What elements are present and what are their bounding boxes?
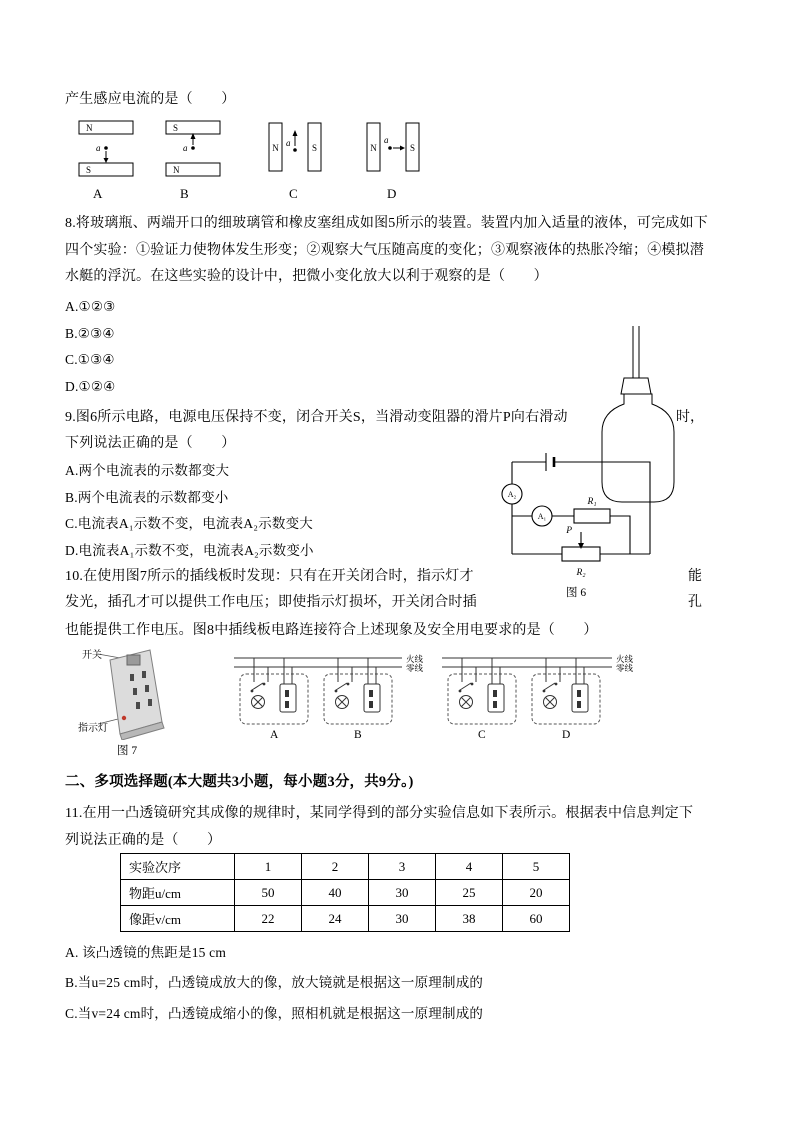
magnet-diagram-a xyxy=(70,115,142,181)
fig8-option-letter-b: B xyxy=(354,729,362,741)
q10-text-line-1: 10.在使用图7所示的插线板时发现：只有在开关闭合时，指示灯才 xyxy=(65,569,474,584)
q10-text-line-2-tail: 孔 xyxy=(688,595,702,610)
q8-option-d: D.①②④ xyxy=(65,379,116,394)
fig8-option-letter-d: D xyxy=(562,729,571,741)
magnet-option-letter-d: D xyxy=(387,186,397,201)
pole-label: N xyxy=(370,143,377,153)
table-cell: 物距u/cm xyxy=(121,880,235,906)
magnet-option-letter-b: B xyxy=(180,186,189,201)
pole-label: S xyxy=(173,123,179,133)
ammeter2-label: A₂ xyxy=(507,490,517,499)
wire-label: a xyxy=(183,143,188,153)
neutral-wire-label: 零线 xyxy=(406,663,424,673)
table-cell: 30 xyxy=(369,906,436,932)
strip-indicator-label: 指示灯 xyxy=(78,723,108,734)
figure6-caption: 图 6 xyxy=(566,587,587,599)
table-row xyxy=(121,880,570,906)
q9-option-d: D.电流表A₁示数不变，电流表A₂示数变小 xyxy=(65,543,314,558)
magnet-option-letter-a: A xyxy=(93,186,103,201)
q8-text-line-2: 四个实验：①验证力使物体发生形变；②观察大气压随高度的变化；③观察液体的热胀冷缩；④模拟潜 xyxy=(65,243,704,258)
q11-option-b: B.当u=25 cm时，凸透镜成放大的像，放大镜就是根据这一原理制成的 xyxy=(65,975,484,990)
circuit-figure-6 xyxy=(498,448,668,580)
table-cell: 60 xyxy=(503,906,570,932)
q8-option-c: C.①③④ xyxy=(65,352,115,367)
table-cell: 20 xyxy=(503,880,570,906)
question7-stem-tail: 产生感应电流的是（ ） xyxy=(65,92,236,107)
table-cell: 30 xyxy=(369,880,436,906)
table-cell: 38 xyxy=(436,906,503,932)
table-cell: 22 xyxy=(235,906,302,932)
socket-circuits-figure-8 xyxy=(232,650,682,728)
table-cell: 5 xyxy=(503,854,570,880)
table-cell: 像距v/cm xyxy=(121,906,235,932)
q9-option-a: A.两个电流表的示数都变大 xyxy=(65,463,230,478)
pole-label: N xyxy=(86,123,93,133)
section2-heading: 二、多项选择题(本大题共3小题，每小题3分，共9分。) xyxy=(65,774,414,790)
fig8-option-letter-a: A xyxy=(270,729,279,741)
table-cell: 25 xyxy=(436,880,503,906)
q11-text-line-2: 列说法正确的是（ ） xyxy=(65,833,222,848)
slider-label: P xyxy=(566,526,572,536)
pole-label: S xyxy=(86,165,92,175)
table-cell: 24 xyxy=(302,906,369,932)
wire-label: a xyxy=(286,138,291,148)
table-row xyxy=(121,854,570,880)
magnet-diagram-c xyxy=(263,113,327,183)
table-cell: 1 xyxy=(235,854,302,880)
resistor1-label: R₁ xyxy=(587,497,597,507)
q11-option-a: A. 该凸透镜的焦距是15 cm xyxy=(65,945,227,960)
strip-switch-label: 开关 xyxy=(82,650,102,661)
q9-text-line-1-tail: 时， xyxy=(676,410,704,425)
figure7-caption: 图 7 xyxy=(117,745,138,757)
magnet-option-letter-c: C xyxy=(289,186,298,201)
q11-text-line-1: 11.在用一凸透镜研究其成像的规律时，某同学得到的部分实验信息如下表所示。根据表中信息判定下 xyxy=(65,806,694,821)
q9-text-line-2: 下列说法正确的是（ ） xyxy=(65,436,236,451)
wire-label: a xyxy=(384,135,389,145)
q11-table xyxy=(120,853,570,932)
wire-label: a xyxy=(96,143,101,153)
q8-text-line-1: 8.将玻璃瓶、两端开口的细玻璃管和橡皮塞组成如图5所示的装置。装置内加入适量的液体，可完成如下 xyxy=(65,216,708,231)
pole-label: N xyxy=(272,143,279,153)
indicator-light xyxy=(122,716,126,720)
table-cell: 4 xyxy=(436,854,503,880)
pole-label: S xyxy=(409,143,416,153)
fig8-option-letter-c: C xyxy=(478,729,486,741)
pole-label: N xyxy=(173,165,180,175)
table-cell: 50 xyxy=(235,880,302,906)
q8-option-a: A.①②③ xyxy=(65,299,116,314)
q10-text-line-3: 也能提供工作电压。图8中插线板电路连接符合上述现象及安全用电要求的是（ ） xyxy=(65,623,598,638)
table-cell: 2 xyxy=(302,854,369,880)
q10-text-line-1-tail: 能 xyxy=(688,569,702,584)
q9-option-b: B.两个电流表的示数都变小 xyxy=(65,490,229,505)
q11-option-c: C.当v=24 cm时，凸透镜成缩小的像，照相机就是根据这一原理制成的 xyxy=(65,1006,484,1021)
magnet-diagram-b xyxy=(157,115,229,181)
magnet-diagram-d xyxy=(361,113,425,183)
ammeter1-label: A₁ xyxy=(537,512,547,521)
q9-option-c: C.电流表A₁示数不变，电流表A₂示数变大 xyxy=(65,516,313,531)
live-wire-label: 火线 xyxy=(406,654,424,664)
live-wire-label: 火线 xyxy=(616,654,634,664)
pole-label: S xyxy=(311,143,318,153)
table-row xyxy=(121,906,570,932)
q9-text-line-1: 9.图6所示电路，电源电压保持不变，闭合开关S，当滑动变阻器的滑片P向右滑动 xyxy=(65,410,568,425)
table-cell: 实验次序 xyxy=(121,854,235,880)
q10-text-line-2: 发光，插孔才可以提供工作电压；即使指示灯损坏，开关闭合时插 xyxy=(65,595,477,610)
strip-switch xyxy=(127,655,140,665)
neutral-wire-label: 零线 xyxy=(616,663,634,673)
q8-option-b: B.②③④ xyxy=(65,326,115,341)
table-cell: 40 xyxy=(302,880,369,906)
q8-text-line-3: 水艇的浮沉。在这些实验的设计中，把微小变化放大以利于观察的是（ ） xyxy=(65,269,548,284)
resistor2-label: R₂ xyxy=(576,568,586,578)
table-cell: 3 xyxy=(369,854,436,880)
